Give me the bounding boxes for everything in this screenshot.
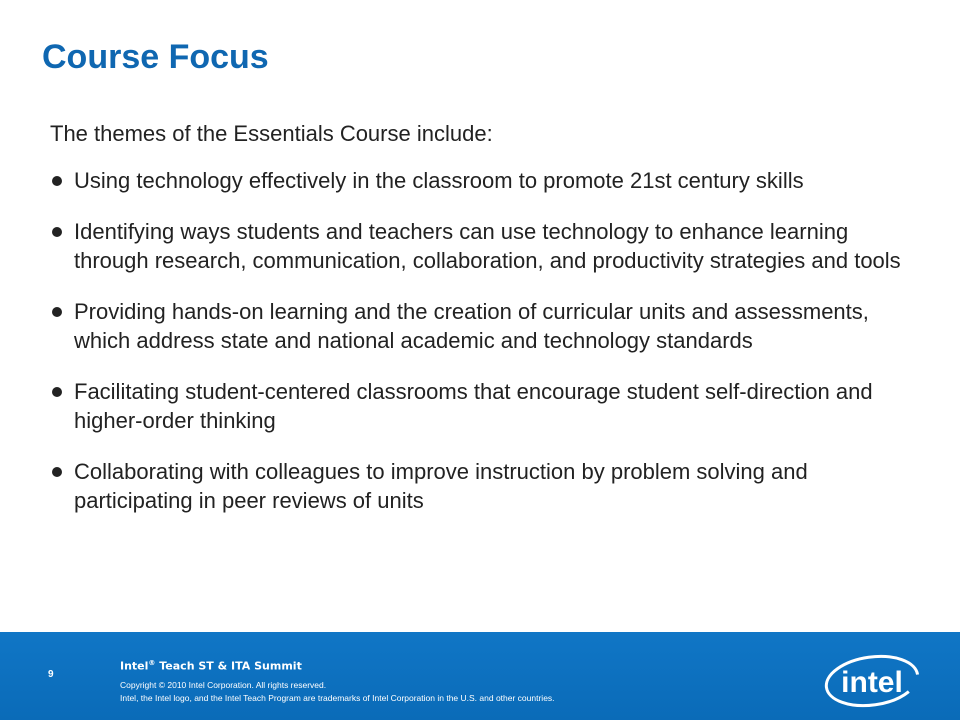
trademark-line: Intel, the Intel logo, and the Intel Teach Program are trademarks of Intel Corporation in the U.S. and other countries. — [120, 693, 555, 703]
page-number: 9 — [48, 669, 54, 680]
intro-text: The themes of the Essentials Course include: — [50, 121, 493, 146]
bullet-dot-icon — [52, 467, 62, 477]
bullet-item — [50, 217, 920, 275]
bullet-item — [50, 377, 920, 435]
summit-title — [120, 659, 302, 673]
bullet-item — [50, 457, 920, 515]
bullet-item — [50, 297, 920, 355]
bullet-dot-icon — [52, 227, 62, 237]
bullet-text: Collaborating with colleagues to improve instruction by problem solving and participating in peer reviews of units — [74, 459, 808, 513]
bullet-dot-icon — [52, 307, 62, 317]
footer-bar — [0, 632, 960, 720]
bullet-text: Providing hands-on learning and the creation of curricular units and assessments, which address state and national academic and technology standards — [74, 299, 869, 353]
bullet-text: Identifying ways students and teachers can use technology to enhance learning through research, communication, collaboration, and productivity strategies and tools — [74, 219, 901, 273]
copyright-notice — [120, 679, 555, 705]
brand-name: Intel — [120, 659, 149, 673]
bullet-list — [50, 166, 920, 537]
intel-logo-icon — [822, 649, 922, 709]
slide-title: Course Focus — [42, 38, 269, 76]
bullet-dot-icon — [52, 387, 62, 397]
summit-name: Teach ST & ITA Summit — [155, 659, 302, 673]
copyright-line: Copyright © 2010 Intel Corporation. All rights reserved. — [120, 680, 327, 690]
logo-text: intel — [841, 666, 903, 699]
bullet-item — [50, 166, 920, 195]
registered-mark: ® — [148, 659, 156, 667]
bullet-text: Facilitating student-centered classrooms that encourage student self-direction and higher-order thinking — [74, 379, 873, 433]
bullet-dot-icon — [52, 176, 62, 186]
bullet-text: Using technology effectively in the classroom to promote 21st century skills — [74, 168, 804, 193]
